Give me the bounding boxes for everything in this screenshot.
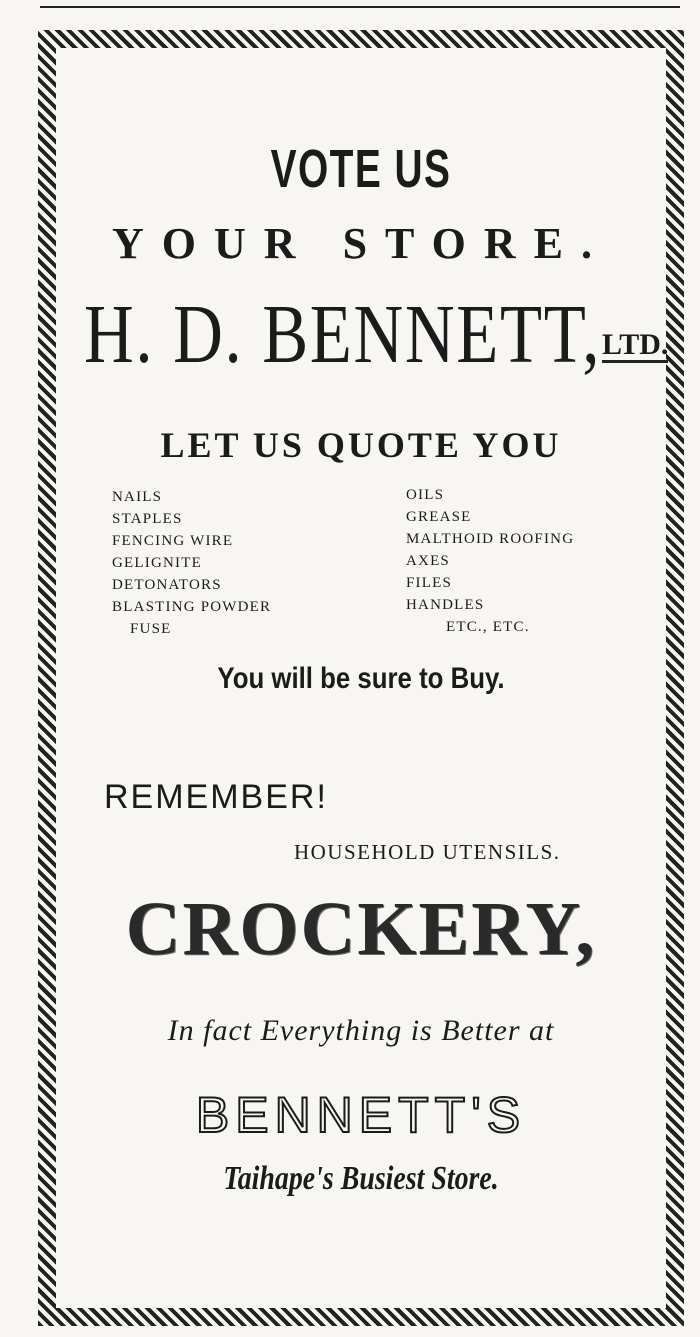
list-item: GELIGNITE	[112, 555, 202, 571]
better-line: In fact Everything is Better at	[167, 1014, 555, 1047]
remember-heading: REMEMBER!	[104, 778, 328, 816]
list-item: AXES	[406, 553, 450, 569]
list-item: GREASE	[406, 509, 472, 525]
quote-heading: LET US QUOTE YOU	[160, 425, 562, 465]
items-left-list	[112, 486, 271, 640]
advertisement	[56, 48, 669, 1308]
company-suffix: LTD.	[602, 328, 669, 361]
company-name: H. D. BENNETT,	[84, 288, 602, 381]
list-item: HANDLES	[406, 597, 485, 613]
list-item: NAILS	[112, 489, 163, 505]
tagline: Taihape's Busiest Store.	[223, 1160, 499, 1197]
top-rule	[40, 6, 680, 8]
list-item: ETC., ETC.	[446, 619, 530, 635]
items-right-list	[406, 484, 574, 638]
list-item: FUSE	[130, 621, 172, 637]
headline-vote: VOTE US	[270, 139, 452, 199]
list-item: MALTHOID ROOFING	[406, 531, 575, 547]
list-item: OILS	[406, 487, 445, 503]
list-item: FENCING WIRE	[112, 533, 234, 549]
sure-to-buy: You will be sure to Buy.	[217, 662, 505, 695]
list-item: STAPLES	[112, 511, 183, 527]
household-utensils: HOUSEHOLD UTENSILS.	[294, 840, 561, 864]
list-item: DETONATORS	[112, 577, 222, 593]
list-item: BLASTING POWDER	[112, 599, 272, 615]
crockery-heading: CROCKERY,	[125, 887, 597, 971]
list-item: FILES	[406, 575, 453, 591]
headline-store: YOUR STORE.	[112, 219, 610, 268]
store-name: BENNETT'S	[195, 1087, 527, 1143]
